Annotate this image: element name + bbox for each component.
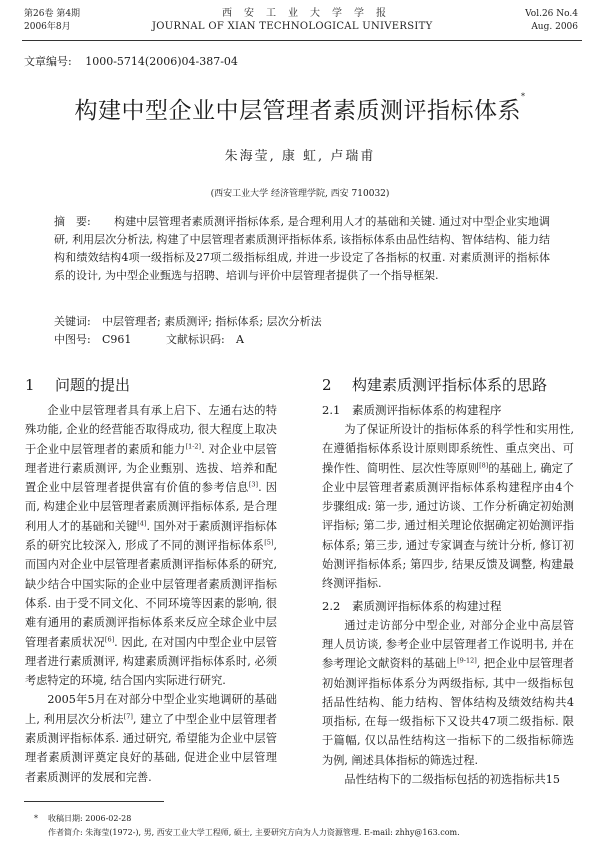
title-footnote-mark: * — [521, 92, 526, 101]
keywords-text: 中层管理者; 素质测评; 指标体系; 层次分析法 — [102, 315, 322, 328]
abstract-label: 摘 要: — [54, 215, 91, 228]
clc-value: C961 — [102, 333, 132, 346]
header-date-en: Aug. 2006 — [531, 22, 578, 32]
citation: [8] — [479, 460, 489, 469]
citation: [4] — [137, 519, 147, 528]
subsection-2-2-paragraph-continued: 品性结构下的二级指标包括的初选指标共15 — [344, 773, 561, 787]
footnote-author-bio: 作者简介: 朱海莹(1972-), 男, 西安工业大学工程师, 硕士, 主要研究方向为人力资源管理. E-mail: zhhy@163.com. — [48, 828, 460, 837]
keywords-label: 关键词: — [54, 315, 91, 328]
footnote-rule — [24, 801, 164, 802]
subsection-2-1-number: 2.1 — [322, 403, 341, 417]
header-date-cn: 2006年8月 — [24, 22, 71, 32]
header-journal-cn: 西安工业大学学报 — [222, 8, 398, 19]
section-1-number: 1 — [25, 376, 35, 394]
section-1-paragraph-2: 2005年5月在对部分中型企业实地调研的基础上, 利用层次分析法[7], 建立了中型企业中层管理者素质测评指标体系. 通过研究, 希望能为企业中层管理者素质测评奠定良好的基础, 促进企业中层管理者素质测评的发展和完善. — [25, 693, 277, 784]
left-column — [25, 374, 277, 787]
section-1-heading — [25, 374, 277, 396]
section-1-paragraph-1: 企业中层管理者具有承上启下、左通右达的特殊功能, 企业的经营能否取得成功, 很大程度上取决于企业中层管理者的素质和能力[1-2]. 对企业中层管理者进行素质测评, 为企业甄别、选拔、培养和配置企业中层管理者提供富有价值的参考信息[3]. 因而, 构建企业中层管理者素质测评指标体系, 是合理利用人才的基础和关键[4]. 国外对于素质测评指标体系的研究比较深入, 形成了不同的测评指标体系[5], 而国内对企业中层管理者素质测评指标体系的研究, 缺少结合中国实际的企业中层管理者素质测评指标体系. 由于受不同文化、不同环境等因素的影响, 很难有通用的素质测评指标体系来反应全球企业中层管理者素质状况[6]. 因此, 在对国内中型企业中层管理者进行素质测评, 构建素质测评指标体系时, 必须考虑特定的环境, 结合国内实际进行研究. — [25, 404, 277, 688]
header-rule — [22, 40, 582, 41]
subsection-2-2-number: 2.2 — [322, 598, 341, 613]
paper-title — [0, 92, 600, 125]
abstract — [54, 213, 550, 285]
citation: [3] — [248, 480, 259, 489]
section-2-heading — [322, 374, 574, 396]
doc-code-value: A — [236, 333, 244, 346]
citation: [9-12] — [457, 656, 477, 665]
classification — [54, 331, 550, 349]
citation: [7] — [123, 712, 133, 721]
citation: [5] — [264, 538, 274, 547]
article-number-label: 文章编号: — [24, 55, 72, 68]
article-number-value: 1000-5714(2006)04-387-04 — [85, 55, 238, 68]
citation: [1-2] — [185, 441, 202, 450]
footnote-mark: * — [34, 814, 38, 823]
subsection-2-2-title: 素质测评指标体系的构建过程 — [352, 598, 502, 613]
header-volume-en: Vol.26 No.4 — [525, 9, 578, 19]
subsection-2-1-title: 素质测评指标体系的构建程序 — [352, 403, 502, 417]
subsection-2-1-heading — [322, 401, 574, 420]
footnote-received: 收稿日期: 2006-02-28 — [48, 814, 132, 823]
clc-label: 中图号: — [54, 333, 91, 346]
doc-code-label: 文献标识码: — [166, 333, 225, 346]
abstract-text: 构建中层管理者素质测评指标体系, 是合理利用人才的基础和关键. 通过对中型企业实地调研, 利用层次分析法, 构建了中层管理者素质测评指标体系, 该指标体系由品性结构、智体结构、能力结构和绩效结构4项一级指标及27项二级指标组成, 并进一步设定了各指标的权重. 对素质测评的指标体系的设计, 为中型企业甄选与招聘、培训与评价中层管理者提供了一个指导框架. — [54, 215, 550, 282]
subsection-2-1-paragraph: 为了保证所设计的指标体系的科学性和实用性, 在遵循指标体系设计原则即系统性、重点突出、可操作性、简明性、层次性等原则[8]的基础上, 确定了企业中层管理者素质测评指标体系构建程序由4个步骤组成: 第一步, 通过访谈、工作分析确定初始测评指标; 第二步, 通过相关理论依据确定初始测评指标体系; 第三步, 通过专家调查与统计分析, 修订初始测评指标体系; 第四步, 结果反馈及调整, 构建最终测评指标. — [322, 423, 574, 591]
right-column — [322, 374, 574, 789]
keywords — [54, 313, 550, 331]
section-2-title: 构建素质测评指标体系的思路 — [352, 376, 548, 394]
citation: [6] — [104, 634, 115, 643]
subsection-2-2-heading — [322, 597, 574, 616]
article-number — [24, 53, 238, 69]
authors: 朱海莹, 康 虹, 卢瑞甫 — [224, 149, 376, 164]
affiliation: (西安工业大学 经济管理学院, 西安 710032) — [210, 189, 390, 199]
header-journal-en: JOURNAL OF XIAN TECHNOLOGICAL UNIVERSITY — [152, 21, 433, 32]
section-1-title: 问题的提出 — [55, 376, 131, 394]
header-volume-issue: 第26卷 第4期 — [24, 9, 81, 19]
section-2-number: 2 — [322, 376, 332, 394]
subsection-2-2-paragraph: 通过走访部分中型企业, 对部分企业中高层管理人员访谈, 参考企业中层管理者工作说明书, 并在参考理论文献资料的基础上[9-12], 把企业中层管理者初始测评指标体系分为两级指标, 其中一级指标包括品性结构、能力结构、智体结构及绩效结构共4项指标, 在每一级指标下又设共47项二级指标. 限于篇幅, 仅以品性结构这一指标下的二级指标筛选为例, 阐述具体指标的筛选过程. — [322, 618, 574, 767]
paper-title-text: 构建中型企业中层管理者素质测评指标体系 — [74, 98, 521, 124]
